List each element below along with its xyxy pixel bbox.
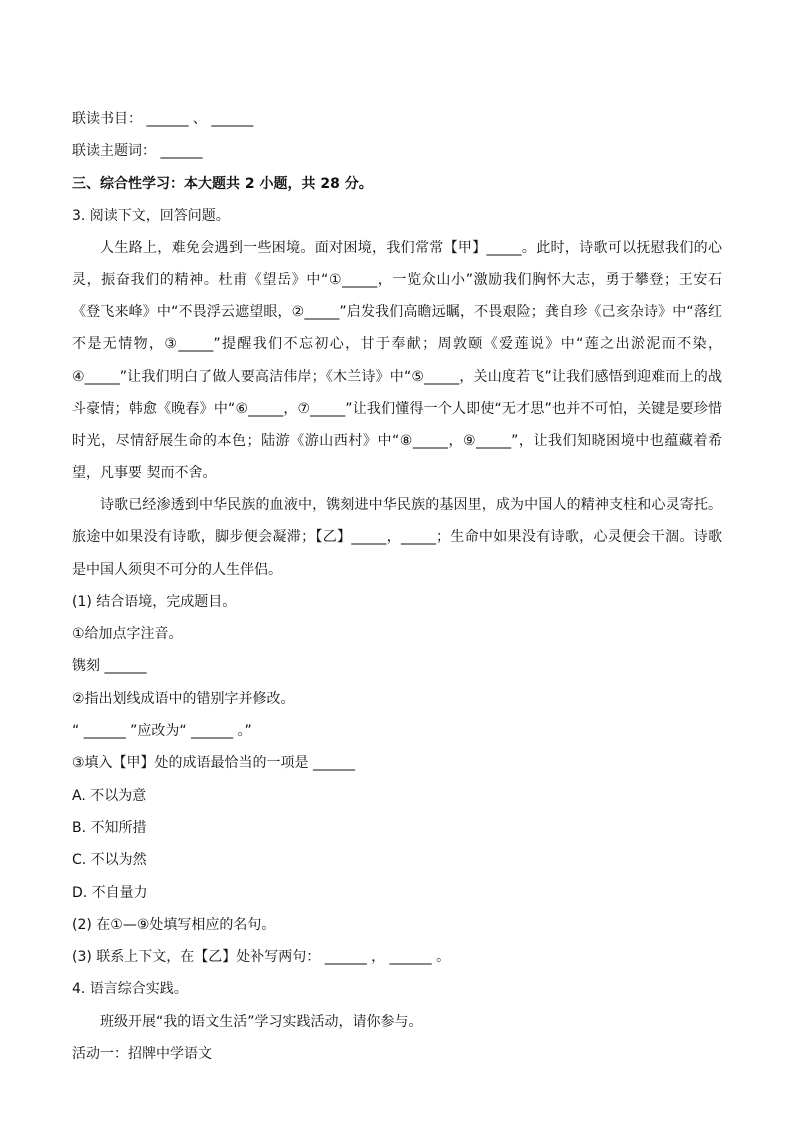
pronunciation-blank: 镌刻 ______ xyxy=(72,658,147,675)
question-3-paragraph-1: 人生路上，难免会遇到一些困境。面对困境，我们常常【甲】_____。此时，诗歌可以抚慰我们的心灵，振奋我们的精神。杜甫《望岳》中“①_____，一览众山小”激励我们胸怀大志，勇于攀登；王安石《登飞来峰》中“不畏浮云遮望眼，②_____”启发我们高瞻远瞩，不畏艰险；龚自珍《己亥杂诗》中“落红不是无情物，③_____”提醒我们不忘初心，甘于奉献；周敦颐《爱莲说》中“莲之出淤泥而不染，④_____”让我们明白了做人要高洁伟岸；《木兰诗》中“⑤_____，关山度若飞”让我们感悟到迎难而上的战斗豪情；韩愈《晚春》中“⑥_____，⑦_____”让我们懂得一个人即使“无才思”也并不可怕，关键是要珍惜时光，尽情舒展生命的本色；陆游《游山西村》中“⑧_____，⑨_____”，让我们知晓困境中也蕴藏着希望，凡事要 契而不舍。 xyxy=(72,240,722,481)
theme-word-line: 联读主题词： ______ xyxy=(72,143,203,160)
activity-1-title: 活动一：招牌中学语文 xyxy=(72,1045,212,1062)
subquestion-3: (3) 联系上下文，在【乙】处补写两句： ______ ， ______ 。 xyxy=(72,949,451,966)
question-4-title: 4. 语言综合实践。 xyxy=(72,981,188,998)
subquestion-1-part-c: ③填入【甲】处的成语最恰当的一项是 ______ xyxy=(72,755,355,772)
subquestion-1-part-b: ②指出划线成语中的错别字并修改。 xyxy=(72,690,295,707)
option-a: A. 不以为意 xyxy=(72,787,147,804)
book-titles-line: 联读书目： ______ 、 ______ xyxy=(72,111,254,127)
correction-blank: “ ______ ”应改为“ ______ 。” xyxy=(72,723,252,740)
option-b: B. 不知所措 xyxy=(72,819,147,836)
subquestion-1: (1) 结合语境，完成题目。 xyxy=(72,593,237,610)
question-3-title: 3. 阅读下文，回答问题。 xyxy=(72,207,230,224)
document-page xyxy=(72,103,722,1070)
option-c: C. 不以为然 xyxy=(72,852,147,869)
subquestion-2: (2) 在①—⑨处填写相应的名句。 xyxy=(72,916,276,933)
question-4-intro: 班级开展“我的语文生活”学习实践活动，请你参与。 xyxy=(100,1013,423,1030)
option-d: D. 不自量力 xyxy=(72,884,148,901)
section-title: 三、综合性学习：本大题共 2 小题，共 28 分。 xyxy=(72,175,373,192)
subquestion-1-part-a: ①给加点字注音。 xyxy=(72,626,183,643)
question-3-paragraph-2: 诗歌已经渗透到中华民族的血液中，镌刻进中华民族的基因里，成为中国人的精神支柱和心灵寄托。旅途中如果没有诗歌，脚步便会凝滞；【乙】_____，_____；生命中如果没有诗歌，心灵便会干涸。诗歌是中国人须臾不可分的人生伴侣。 xyxy=(72,496,722,578)
